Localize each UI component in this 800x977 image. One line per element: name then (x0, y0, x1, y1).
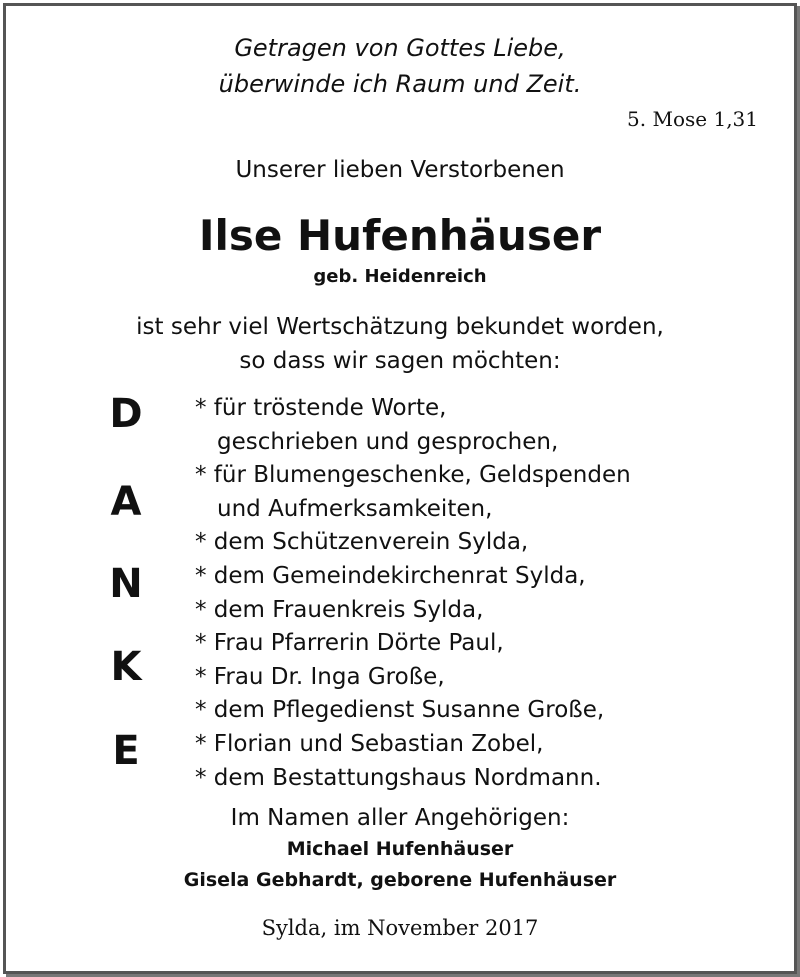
danke-letter-k: K (110, 644, 142, 690)
appreciation-line-2: so dass wir sagen möchten: (239, 348, 561, 374)
thanks-item: * Frau Pfarrerin Dörte Paul, (195, 630, 504, 657)
closing-intro: Im Namen aller Angehörigen: (230, 805, 570, 831)
danke-letter-d: D (109, 391, 143, 437)
birth-name: geb. Heidenreich (313, 266, 487, 287)
thanks-item-continuation: geschrieben und gesprochen, (217, 428, 559, 455)
thanks-item: * dem Gemeindekirchenrat Sylda, (195, 562, 586, 589)
place-date: Sylda, im November 2017 (261, 916, 539, 940)
thanks-item: * für Blumengeschenke, Geldspenden (195, 462, 631, 489)
thanks-item: * dem Schützenverein Sylda, (195, 529, 529, 556)
deceased-name: Ilse Hufenhäuser (198, 211, 602, 260)
appreciation-line-1: ist sehr viel Wertschätzung bekundet worden, (136, 314, 664, 340)
thanks-item: * dem Bestattungshaus Nordmann. (195, 764, 602, 791)
intro-text: Unserer lieben Verstorbenen (235, 157, 565, 183)
thanks-list (195, 392, 631, 795)
signer-gisela: Gisela Gebhardt, geborene Hufenhäuser (183, 869, 617, 891)
danke-letter-a: A (110, 479, 142, 525)
motto-line-1: Getragen von Gottes Liebe, (234, 34, 566, 62)
danke-letter-n: N (109, 561, 143, 607)
danke-letter-e: E (112, 728, 140, 774)
thanks-item: * dem Frauenkreis Sylda, (195, 596, 484, 623)
thanks-item: * Frau Dr. Inga Große, (195, 663, 445, 690)
motto-line-2: überwinde ich Raum und Zeit. (218, 70, 582, 98)
signer-michael: Michael Hufenhäuser (286, 838, 514, 860)
thanks-item: * dem Pflegedienst Susanne Große, (195, 697, 605, 724)
thanks-item: * für tröstende Worte, (195, 395, 447, 421)
thanks-item: * Florian und Sebastian Zobel, (195, 730, 544, 757)
thanks-item-continuation: und Aufmerksamkeiten, (217, 495, 493, 522)
bible-reference: 5. Mose 1,31 (627, 107, 758, 131)
